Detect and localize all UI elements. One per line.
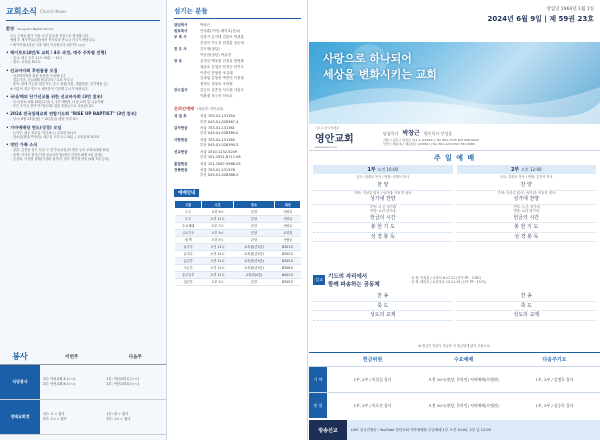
schedule-row [175,208,301,215]
schedule-cell: B302호 [275,250,301,257]
schedule-cell: 본당 [233,222,275,229]
account-dept: 선교헌금 [174,149,188,154]
bottom-col-title: 다음주기도 [542,357,567,363]
bottom-cell: 1부, 2부 / 김병호 집사 [535,376,574,382]
schedule-cell: 교육관(4층) [233,271,275,278]
serve-col-this-week: 이번주 [65,354,79,360]
staff-names: 신정식 이우정 현정훈 임순영 [200,40,244,45]
hero-line2: 세상을 변화시키는 교회 [323,68,437,81]
schedule-row [175,229,301,236]
closing-item: 축 도 [313,302,453,312]
account-number: 서울 1010-1232-5249 [200,149,238,154]
serve-cell-line: 1부: 정 ㅇ 집사 [106,411,129,416]
serve-col-next-week: 다음주 [128,354,142,360]
hero-banner [309,42,600,124]
schedule-head-cell: 시간 [202,200,233,208]
staff-list [174,23,301,100]
news-item-title: • 영안 가족 소식 [6,142,38,148]
schedule-cell: 금요기도 [175,229,202,236]
schedule-row [175,222,301,229]
serve-cell-line: 2부: 여선교회 B (ㅇㅇ) [43,382,76,386]
staff-names: 권달호 김영균 안경순 허기도 [200,64,244,69]
schedule-cell: B305호 [275,257,301,264]
welcome-line: • 새가족실(1층)는 1층 세터 이동합니다 (새가족 ○○) [10,42,85,47]
bottom-section [309,352,600,418]
worship-columns [313,165,596,179]
serve-cell [104,410,168,424]
schedule-cell: 수요예배 [175,222,202,229]
church-news-title: 교회소식 [6,7,37,16]
order-item: 가야: 시 온 성가대 [369,204,397,209]
news-item-line: ◦ 결혼: 김현준 성도 부친 고 전기숙(서울)의 영안 우리 교회로(6월 9일) [10,148,110,153]
schedule-cell: 교육관(중2층) [233,243,275,250]
closing-row [313,302,596,312]
news-item-line: ◦ 접수기간: 오늘(6월 9일)부터 / 교회 사무실 [10,77,73,82]
news-item [6,50,160,65]
closing-item: 성도의 교제 [457,311,597,321]
schedule-cell: 유치부 [175,250,202,257]
schedule-cell: 오전 11시 [202,271,233,278]
schedule-cell: 본당 [233,278,275,285]
staff-title: 섬기는 분들 [174,7,208,15]
news-item [6,142,160,161]
online-note: (채널명: 영안교회) [197,107,224,112]
welcome-line: 예배 후 새가족실(1층)에서 목사님과 만나고 가시기 바랍니다. [10,38,96,43]
staff-names: 박창근 [200,23,211,27]
schedule-row [175,215,301,222]
news-item-title: • 선교바자회 후원물품 모집 [6,67,58,73]
order-columns [313,181,596,242]
schedule-table [174,200,301,286]
bottom-cell: 1부, 2부 / 이호진 집사 [353,402,392,408]
account-number: 서울 703-01-131378 [200,167,235,172]
serve-cell-line: 2부: 주ㅇㅇ 집사 [43,417,67,421]
staff-names: 이동찬(청년) 박유현 [200,52,231,57]
account-number: 서울 703-01-131361 [200,126,235,131]
schedule-cell: 유아부 [175,243,202,250]
schedule-cell: 본당 [233,215,275,222]
offering-note: ※ 헌금은 일년이 지나야 이 헌금함에 넣어 주십시오. [418,344,491,348]
account-lines [200,114,301,125]
staff-names: 이종인 전형중 조길래 [200,70,233,75]
bottom-header [309,353,600,366]
schedule-cell: 본당 [233,208,275,215]
account-lines [200,150,301,161]
staff-role: 부 목 사 [174,34,187,39]
service1-leader: 인도: 한재교 목사 / 연합: 신병식 목사 [356,175,409,179]
address-line2: 부산시 해운대구 해운대로 (24352) | Tel. 891-1234 FAX 781-5689 [383,142,475,146]
pastor-name: 박창근 [402,129,420,137]
staff-row [174,94,301,100]
service2-leader: 인도: 김한조 목사 / 연합: 김지석 목사 [500,175,553,179]
schedule-cell: B301호 [275,243,301,250]
staff-role [174,94,200,100]
schedule-head-row [175,200,301,208]
church-url: www.yeaoi.or.kr [315,144,338,149]
address-line1: 서울시 중랑구 면목로 111-1 (24352) | Tel. 891-7035 FAX 898-9029 [383,137,479,142]
account-lines [200,162,301,167]
order-item: 성 경 봉 독 [313,234,453,243]
schedule-cell: 중고등부 [175,271,202,278]
staff-names: 김용기 김지태 김한조 박경훈 [200,34,244,39]
order-item: 찬 양 [313,182,453,191]
order-item: 가야: 이상길 집사 / 성가대: 이호진 집사 [497,190,555,195]
service1-title: 1부 [367,167,376,173]
bottom-row [309,392,600,418]
serve-row [0,400,167,435]
staff-panel [168,0,308,440]
news-item-title: • 국내/해외 단기선교를 위한 선교바자회 (3번 참조) [6,93,103,99]
closing-item: 축 도 [457,302,597,312]
order-item: 헌금의 시간 [457,215,597,224]
news-item-line: ※ 의류의 경우 반드시 세탁하여 기증해 주시기 바랍니다. [10,86,89,91]
church-small: 기독교 한국침례회 [315,125,340,130]
worship-service-2 [457,165,597,179]
schedule-cell: 본당 [233,236,275,243]
bottom-col-title: 수요예배 [453,357,474,363]
account-number: 부산 043-01-028387-4 [200,119,239,124]
serve-cell [40,375,104,389]
closing-order [313,292,596,321]
schedule-row [175,236,301,243]
news-item-line: ◦ 청소년/장년(가야회): 매주일 오후 1시 30분 / 교육관 B 103호 [10,135,100,140]
schedule-cell: 청년부 [175,278,202,285]
order-list-1 [313,181,453,242]
serve-cell-line: 1부: 여선교회 C (ㅇㅇ) [106,376,139,381]
news-item-line: ◦ 유아부: 매주 화요일 저녁 8시 / 교육관 201호 [10,130,77,135]
online-title: 온라인예배 [174,106,195,112]
account-number: 부산 043-01-028388-2 [200,173,239,178]
staff-names: 김승독 김종천 서극희 서홍우 [200,88,244,93]
schedule-cell: 오전 9시 [202,208,233,215]
account-row [174,168,301,179]
account-number: 부산 101-2051-6717-06 [200,155,241,160]
account-dept: 물질헌금 [174,161,188,166]
serve-row-label: 식당봉사 [0,365,40,399]
order-item: 헌금의 시간 [313,215,453,224]
staff-role: 장 로 [174,58,182,63]
schedule-cell: 오전 11시 [202,215,233,222]
bottom-cell: 오전 10시(현장, 온라인) 저녁예배(로뎀관) [428,402,499,408]
church-news-panel [0,0,167,440]
schedule-cell: 유년부 [175,257,202,264]
account-lines [200,138,301,149]
account-number: 서울 101-2067-9588-05 [200,161,241,166]
schedule-cell: 오전 11시 [202,250,233,257]
bottom-cell: 1부, 2부 / 이상길 집사 [353,376,392,382]
live-label: 방송선교 [309,420,347,440]
news-item-title: • 2024 전국침례교회 연합기도회 "RISE UP BAPTIST" (3번 참조) [6,111,137,117]
schedule-cell: 2 부 [175,215,202,222]
welcome-title-en: Young-Ahn Baptist Church [17,27,54,31]
worship-service-1 [313,165,453,179]
bottom-col-title: 헌금위원 [362,357,383,363]
staff-names: 김정길 백옥철 민정옥 양영환 [200,58,244,63]
schedule-head-cell: 대상 [275,200,301,208]
serve-cell [40,410,104,424]
closing-row [313,292,596,302]
order-item: 성 경 봉 독 [457,234,597,243]
order-item: 봉 헌 기 도 [457,224,597,233]
schedule-row [175,271,301,278]
schedule-cell: 사람들 [275,222,301,229]
account-number: 서울 703-01-131354 [200,114,235,119]
serve-title: 봉사 [12,352,28,361]
worship-title: 주 일 예 배 [433,154,476,162]
staff-role: 담임목사 [174,23,188,27]
serve-section [0,349,167,435]
service1-time: 오전 10:00 [377,167,399,172]
schedule-cell: 사람들 [275,208,301,215]
schedule-cell: 오후 9시 [202,229,233,236]
account-row [174,162,301,167]
church-logo: 영안교회 [315,133,354,145]
serve-cell-line: 2부: 고ㅇㅇ 집사 [106,417,131,421]
account-number: 서울 703-01-131385 [200,137,235,142]
order-item: 가야: 시 온 성가대 [512,204,540,209]
staff-names: 안성훈(가야) 배익호(선교) [200,28,241,33]
staff-names: 김형섭 김형용 박종민 이용철 [200,76,244,81]
order-item: 가야: 이상길 집사 / 성가대: 이호진 집사 [354,190,412,195]
schedule-cell: 오전 11시 [202,264,233,271]
account-dept: 건축헌금 [174,167,188,172]
schedule-cell: 1 부 [175,208,202,215]
closing-item: 찬 송 [457,292,597,302]
order-item: 연합: 로라 성가대 [369,209,396,214]
staff-names: 이환재 정국석 허숙호 [200,94,233,99]
order-item: 찬 양 [457,182,597,191]
schedule-row [175,278,301,285]
news-item-line: ◦ 모든 수익금 전액 단기선교를 위한 후원금으로 사용됩니다. [10,104,94,109]
emeritus-pastor: 원로목사 안성훈 [423,130,453,136]
news-item [6,94,160,109]
service2-time: 오후 12:00 [521,167,542,172]
order-item: 성가대 찬양 [313,196,453,205]
closing-row [313,311,596,321]
schedule-row [175,264,301,271]
schedule-cell: 교회형 [275,229,301,236]
staff-names: 김도영(청년) [200,46,220,51]
closing-item: 찬 송 [313,292,453,302]
church-news-title-en: Church News [39,9,67,14]
serve-rows [0,365,167,435]
account-dept: 사랑헌금 [174,137,188,142]
schedule-cell: 새 벽 [175,236,202,243]
schedule-cell: 교육관(중3층) [233,264,275,271]
news-list [6,50,160,161]
schedule-cell: B306호 [275,264,301,271]
news-item-line: ◦ 품목: 판매 가능한 새것 또는 중고 물품(의류, 생활용품, 전자제품 등) [10,82,108,87]
schedule-cell: 사람들 [275,236,301,243]
account-list [174,114,301,179]
news-item [6,111,160,121]
welcome-lines [6,34,160,47]
closing-item: 성도의 교제 [313,311,453,321]
account-lines [200,126,301,137]
bottom-rows [309,366,600,418]
account-row [174,138,301,149]
issue-date: 2024년 6월 9일 | 제 59권 23호 [487,15,594,23]
welcome-section [6,26,160,32]
serve-cell-line: 2부: 여선교회 D (ㅇㅇ) [106,382,140,386]
account-dept: 감사헌금 [174,126,188,131]
schedule-cell: 오전 11시 [202,243,233,250]
live-banner [309,420,600,440]
bottom-cell: 1부, 2부 / 김승독 집사 [535,402,574,408]
bottom-row-label: 가 야 [309,367,327,392]
schedule-cell: 오후 2시 [202,278,233,285]
welcome-line: 오늘 주께로 왔이 처음 오신 분들을 진심으로 환영합니다. [10,34,89,38]
schedule-cell: 오후 7시 [202,222,233,229]
service2-title: 2부 [510,167,520,173]
schedule-head-cell: 장소 [233,200,275,208]
account-row [174,126,301,137]
schedule-cell: 오전 5시 [202,236,233,243]
staff-names: 정성모 정창호 조한원 [200,82,233,87]
news-item-line: ◦ 출생: 이지후 집사(이정 선교사의 딸)에서 김현준 (6월 4일 출생) [10,152,102,157]
serve-cell-line: 1부: 여선교회 A (ㅇㅇ) [43,376,76,381]
sermon-row [313,272,596,288]
schedule-cell: 본당 [233,229,275,236]
bulletin-header [309,0,600,24]
sermon-title-1: 기도의 자리에서 [328,274,368,280]
account-row [174,150,301,161]
church-info [309,124,600,151]
news-item [6,68,160,91]
order-item: 연합: 로라 성가대 [513,209,539,214]
established-date: 창립일 1964년 1월 1일 [546,7,594,12]
sermon-label: 설교 [313,275,325,285]
account-dept: 성 일 포 [174,114,187,119]
schedule-cell: 교육관(중3층) [233,257,275,264]
hero-line1: 사랑으로 하나되어 [323,52,412,65]
serve-row [0,365,167,400]
schedule-cell: 교육관(중2층) [233,250,275,257]
schedule-cell: B305호 [275,278,301,285]
news-item-line: ◦ 일시: 6월 23일(월) ~ 24일(금) 매일 저녁 8시 [10,117,78,122]
news-item-line: ◦ 장소: 교육관 301호 [10,60,41,65]
church-contact [379,128,594,146]
bible-reading-1: 성 경: 안성훈 / 로마서 8:17-21 (신약 PP - 1387) [411,275,482,280]
schedule-cell: 초등부 [175,264,202,271]
church-logo-block [315,126,379,149]
account-number: 부산 043-01-028390-3 [200,143,239,148]
welcome-title: 환영 [6,26,15,31]
bulletin-panel [309,0,600,440]
staff-role: 전 도 사 [174,46,187,51]
schedule-row [175,243,301,250]
order-list-2 [457,181,597,242]
account-lines [200,168,301,179]
news-item-title: • 가야예배당 헌도(성경) 모임 [6,124,62,130]
schedule-title: 예배안내 [174,189,199,197]
schedule-cell: 사람들 [275,215,301,222]
schedule-row [175,250,301,257]
news-item-line: ◦ 선교바자회를 위한 물품을 모집합니다 [10,73,66,78]
serve-cell [104,375,168,389]
schedule-row [175,257,301,264]
news-item [6,125,160,140]
church-news-header [6,6,160,17]
sermon-title-2: 함께 파송하는 공동체 [328,282,380,288]
account-row [174,114,301,125]
schedule-head-cell: 구분 [175,200,202,208]
online-header [174,106,301,112]
account-number: 부산 043-01-028389-0 [200,131,239,136]
staff-role: 안수집사 [174,88,188,93]
news-item-line: ◦ 공심회: 이상범 형제(이상희 집사)가 정부 개인에 영업 (6월 3일 등록) [10,157,110,161]
serve-cell-line: 1부: 고 ㅇ 집사 [43,411,65,416]
news-item-line: ◦ 일시/장소: 6월 16일(주일) 1, 2부 예배후 / 1층 로비 및 나눔카페 [10,99,104,104]
bottom-cell: 오전 10시(현장, 온라인) 저녁예배(로뎀관) [428,376,499,382]
live-text: LIVE 실시간방송 : YouTube 영안교회 가야예배당 주일예배 1부 오전 10:00, 2부 낮 12:00 [351,427,491,432]
bottom-row [309,366,600,392]
bible-reading-2: 성 경: 배익호 / 요한복음 15:11-19 (신약 PP - 1571) [411,280,487,284]
news-item-title: • 헤이루트(4번/6 교회 / 4주 과정, 매주 주차별 진행) [6,49,107,55]
schedule-cell: B401호 [275,271,301,278]
bottom-row-label: 연 합 [309,393,327,418]
news-item-line: ◦ 일시: 매주 오후 11시 30분 ~ 12시 [10,55,63,60]
pastor-label: 담임목사 [383,130,399,136]
order-item: 성가대 찬양 [457,196,597,205]
schedule-cell: 오전 11시 [202,257,233,264]
staff-role: 원로목사 [174,28,188,33]
order-item: 봉 헌 기 도 [313,224,453,233]
serve-row-label: 경배교회정 [0,400,40,434]
